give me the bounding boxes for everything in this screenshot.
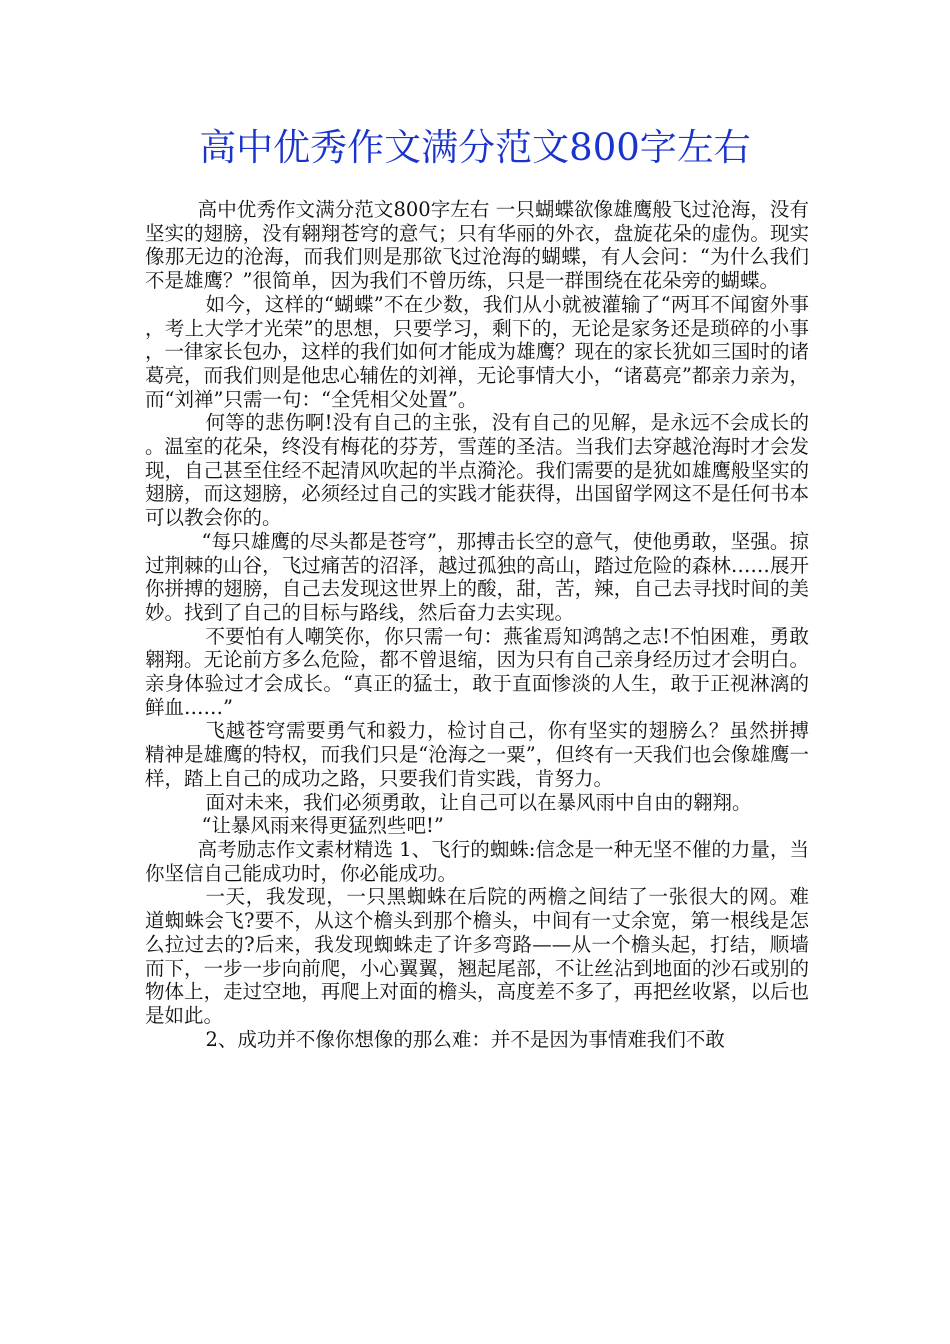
document-title: 高中优秀作文满分范文800字左右 [199, 126, 751, 169]
paragraph-9: 高考励志作文素材精选 1、飞行的蜘蛛:信念是一种无坚不催的力量，当你坚信自己能成功时，你必能成功。 [145, 837, 809, 885]
paragraph-2: 如今，这样的“蝴蝶”不在少数，我们从小就被灌输了“两耳不闻窗外事，考上大学才光荣”的思想，只要学习，剩下的，无论是家务还是琐碎的小事，一律家长包办，这样的我们如何才能成为雄鹰？现在的家长犹如三国时的诸葛亮，而我们则是他忠心辅佐的刘禅，无论事情大小，“诸葛亮”都亲力亲为，而“刘禅”只需一句：“全凭相父处置”。 [145, 292, 809, 411]
paragraph-1: 高中优秀作文满分范文800字左右 一只蝴蝶欲像雄鹰般飞过沧海，没有坚实的翅膀，没有翱翔苍穹的意气；只有华丽的外衣，盘旋花朵的虚伪。现实像那无边的沧海，而我们则是那欲飞过沧海的蝴蝶，有人会问：“为什么我们不是雄鹰？”很简单，因为我们不曾历练，只是一群围绕在花朵旁的蝴蝶。 [145, 198, 809, 293]
paragraph-10: 一天，我发现，一只黑蜘蛛在后院的两檐之间结了一张很大的网。难道蜘蛛会飞?要不，从这个檐头到那个檐头，中间有一丈余宽，第一根线是怎么拉过去的?后来，我发现蜘蛛走了许多弯路——从一个檐头起，打结，顺墙而下，一步一步向前爬，小心翼翼，翘起尾部，不让丝沾到地面的沙石或别的物体上，走过空地，再爬上对面的檐头，高度差不多了，再把丝收紧，以后也是如此。 [145, 885, 809, 1027]
paragraph-5: 不要怕有人嘲笑你，你只需一句：燕雀焉知鸿鹄之志!不怕困难，勇敢翱翔。无论前方多么危险，都不曾退缩，因为只有自己亲身经历过才会明白。亲身体验过才会成长。“真正的猛士，敢于直面惨淡的人生，敢于正视淋漓的鲜血……” [145, 624, 809, 719]
document-body [145, 198, 809, 1051]
paragraph-6: 飞越苍穹需要勇气和毅力，检讨自己，你有坚实的翅膀么？虽然拼搏精神是雄鹰的特权，而我们只是“沧海之一粟”，但终有一天我们也会像雄鹰一样，踏上自己的成功之路，只要我们肯实践，肯努力。 [145, 719, 809, 790]
paragraph-4: “每只雄鹰的尽头都是苍穹”，那搏击长空的意气，使他勇敢，坚强。掠过荆棘的山谷，飞过痛苦的沼泽，越过孤独的高山，踏过危险的森林……展开你拼搏的翅膀，自己去发现这世界上的酸，甜，苦，辣，自己去寻找时间的美妙。找到了自己的目标与路线，然后奋力去实现。 [145, 529, 809, 624]
paragraph-8: “让暴风雨来得更猛烈些吧!” [201, 814, 444, 838]
paragraph-3: 何等的悲伤啊!没有自己的主张，没有自己的见解，是永远不会成长的。温室的花朵，终没有梅花的芬芳，雪莲的圣洁。当我们去穿越沧海时才会发现，自己甚至住经不起清风吹起的半点漪沦。我们需要的是犹如雄鹰般坚实的翅膀，而这翅膀，必须经过自己的实践才能获得，出国留学网这不是任何书本可以教会你的。 [145, 411, 809, 530]
paragraph-7: 面对未来，我们必须勇敢，让自己可以在暴风雨中自由的翱翔。 [205, 790, 752, 814]
paragraph-11: 2、成功并不像你想像的那么难：并不是因为事情难我们不敢 [205, 1027, 725, 1051]
